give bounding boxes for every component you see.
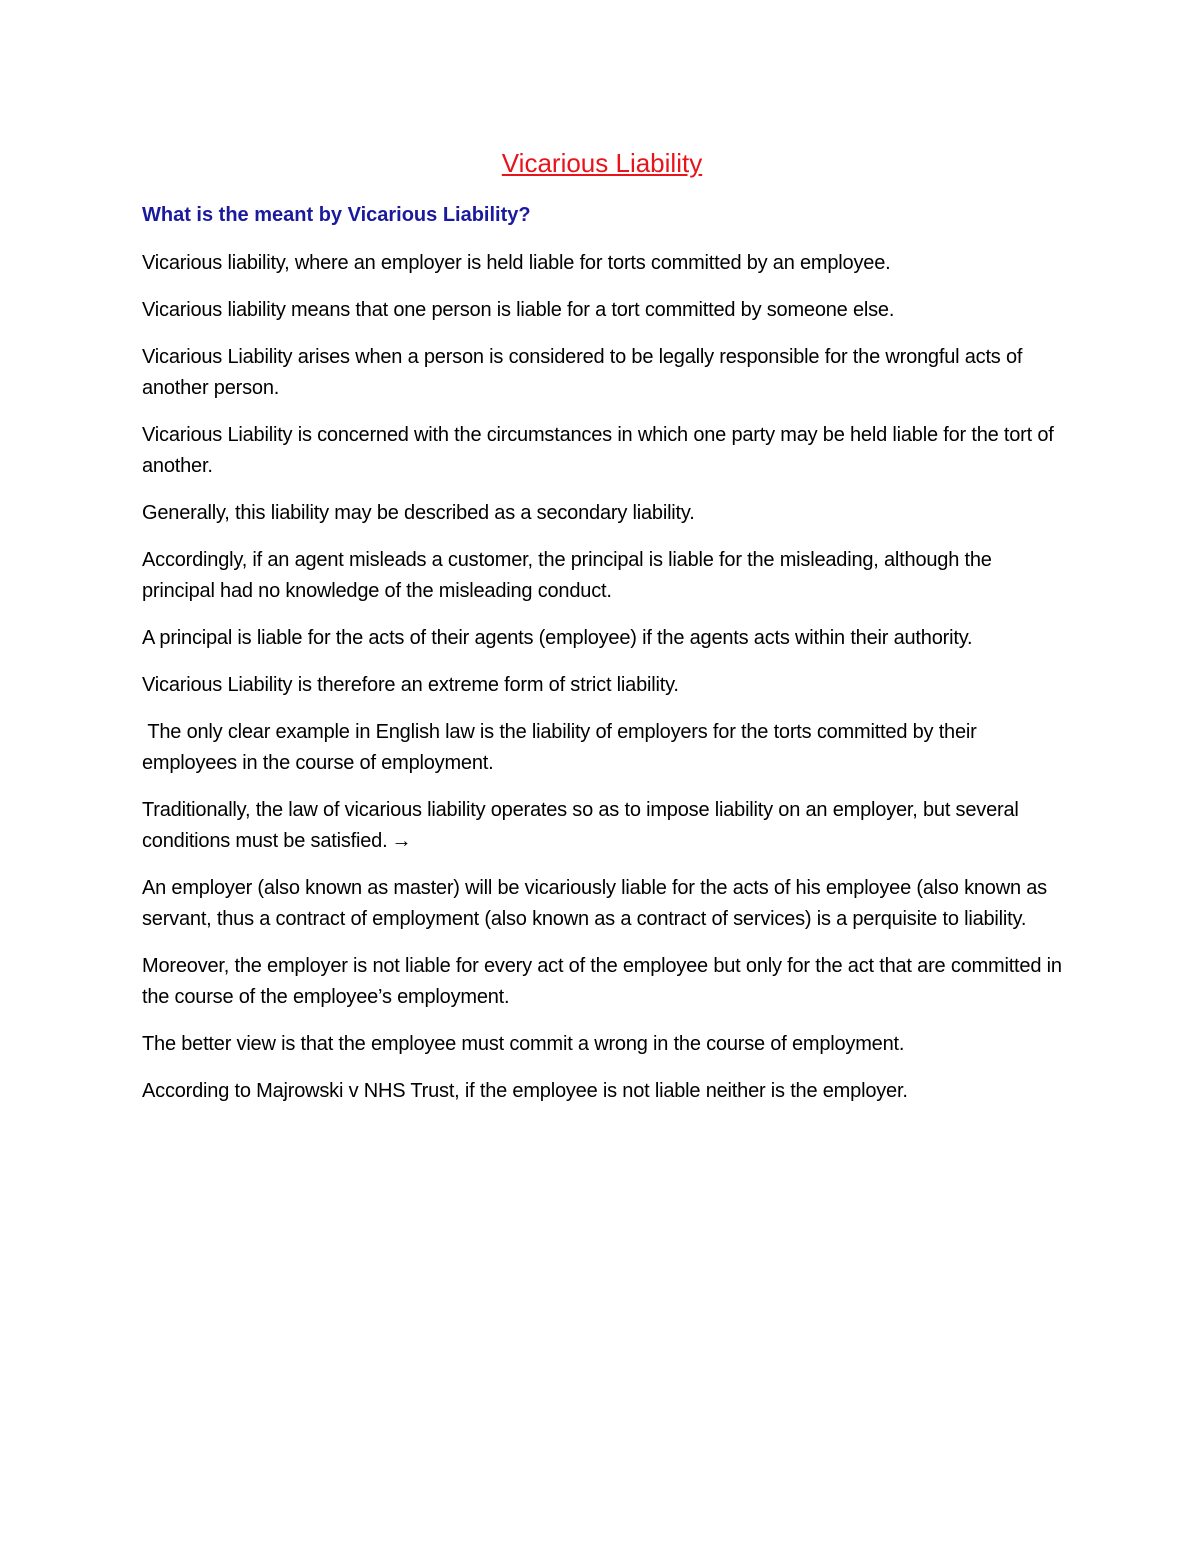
paragraph-13: The better view is that the employee must commit a wrong in the course of employment. xyxy=(142,1033,905,1055)
paragraph-3: Vicarious Liability arises when a person is considered to be legally responsible for the wrongful acts of another person. xyxy=(142,346,1023,399)
document-body xyxy=(142,146,1062,1123)
paragraph-11: An employer (also known as master) will be vicariously liable for the acts of his employee (also known as servant, thus a contract of employment (also known as a contract of services) is a perquisite to liability. xyxy=(142,877,1047,930)
document-title: Vicarious Liability xyxy=(501,148,703,178)
paragraph-8: Vicarious Liability is therefore an extreme form of strict liability. xyxy=(142,674,679,696)
paragraph-10 xyxy=(142,795,1062,857)
paragraph-6: Accordingly, if an agent misleads a customer, the principal is liable for the misleading, although the principal had no knowledge of the misleading conduct. xyxy=(142,549,992,602)
paragraph-2: Vicarious liability means that one person is liable for a tort committed by someone else. xyxy=(142,299,895,321)
paragraph-5: Generally, this liability may be described as a secondary liability. xyxy=(142,502,695,524)
section-heading: What is the meant by Vicarious Liability? xyxy=(142,204,531,226)
paragraph-12: Moreover, the employer is not liable for every act of the employee but only for the act that are committed in the course of the employee’s employment. xyxy=(142,955,1062,1008)
paragraph-9: The only clear example in English law is the liability of employers for the torts committed by their employees in the course of employment. xyxy=(142,721,982,774)
paragraph-7: A principal is liable for the acts of their agents (employee) if the agents acts within their authority. xyxy=(142,627,973,649)
paragraph-1: Vicarious liability, where an employer is held liable for torts committed by an employee. xyxy=(142,252,891,274)
right-arrow-icon: → xyxy=(391,830,412,852)
paragraph-14: According to Majrowski v NHS Trust, if the employee is not liable neither is the employer. xyxy=(142,1080,908,1102)
paragraph-10-text: Traditionally, the law of vicarious liability operates so as to impose liability on an employer, but several conditions must be satisfied. xyxy=(142,799,1019,852)
paragraph-4: Vicarious Liability is concerned with the circumstances in which one party may be held liable for the tort of another. xyxy=(142,424,1054,477)
